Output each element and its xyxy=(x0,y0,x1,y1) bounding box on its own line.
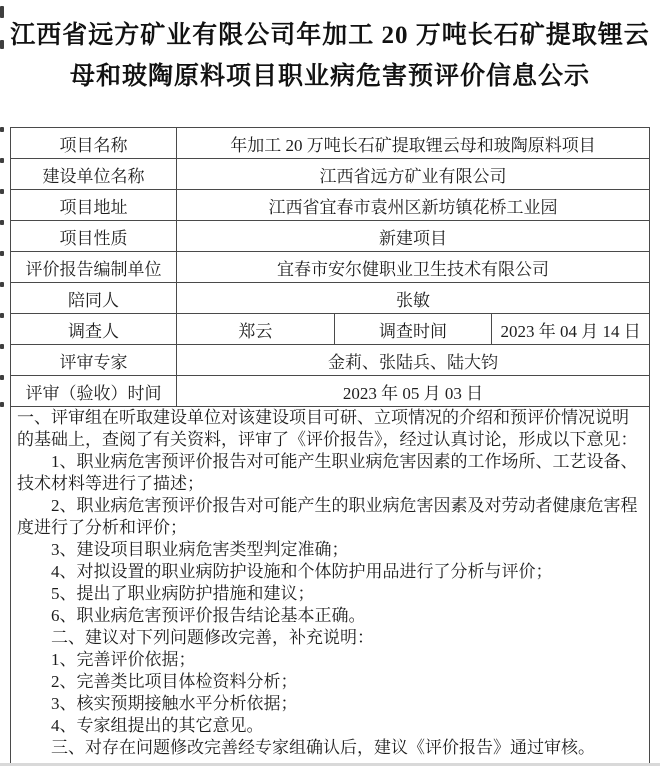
row-second-value: 2023 年 04 月 14 日 xyxy=(492,314,650,345)
table-row-review-experts xyxy=(11,345,650,376)
row-label: 评价报告编制单位 xyxy=(11,252,177,283)
scan-artifact xyxy=(0,189,4,194)
opinion-paragraph: 三、对存在问题修改完善经专家组确认后，建议《评价报告》通过审核。 xyxy=(51,738,595,757)
page-bottom-edge xyxy=(0,763,660,766)
scan-artifact xyxy=(0,40,4,49)
opinion-paragraph: 1、职业病危害预评价报告对可能产生职业病危害因素的工作场所、工艺设备、技术材料等进行了描述； xyxy=(17,452,638,493)
row-label: 项目地址 xyxy=(11,190,177,221)
row-value: 金莉、张陆兵、陆大钧 xyxy=(177,345,650,376)
scan-artifact xyxy=(0,313,4,318)
scan-artifact xyxy=(0,251,4,256)
row-value: 江西省宜春市袁州区新坊镇花桥工业园 xyxy=(177,190,650,221)
table-row-project-name xyxy=(11,128,650,159)
row-label: 建设单位名称 xyxy=(11,159,177,190)
scan-artifact xyxy=(0,344,4,349)
table-row-review-date xyxy=(11,376,650,407)
scan-artifact xyxy=(0,375,4,380)
row-label: 调查人 xyxy=(11,314,177,345)
row-label: 评审专家 xyxy=(11,345,177,376)
table-row-report-agency xyxy=(11,252,650,283)
scan-artifact xyxy=(0,6,4,18)
row-label: 项目名称 xyxy=(11,128,177,159)
table-row-builder-name xyxy=(11,159,650,190)
scan-artifact xyxy=(0,402,4,407)
table-row-project-address xyxy=(11,190,650,221)
scan-artifact xyxy=(0,127,4,132)
row-label: 陪同人 xyxy=(11,283,177,314)
scan-artifact xyxy=(0,158,4,163)
opinion-paragraph: 3、建设项目职业病危害类型判定准确； xyxy=(51,540,349,559)
opinion-paragraph: 6、职业病危害预评价报告结论基本正确。 xyxy=(51,606,366,625)
scan-artifact xyxy=(0,220,4,225)
opinion-paragraph: 1、完善评价依据； xyxy=(51,650,196,669)
opinion-paragraph: 2、职业病危害预评价报告对可能产生的职业病危害因素及对劳动者健康危害程度进行了分析和评价； xyxy=(17,496,638,537)
review-opinion-block xyxy=(10,403,650,766)
opinion-paragraph: 4、对拟设置的职业病防护设施和个体防护用品进行了分析与评价； xyxy=(51,562,553,581)
row-label: 项目性质 xyxy=(11,221,177,252)
opinion-paragraph: 5、提出了职业病防护措施和建议； xyxy=(51,584,315,603)
row-value: 宜春市安尔健职业卫生技术有限公司 xyxy=(177,252,650,283)
table-row-accompanying-person xyxy=(11,283,650,314)
page-title-line-2: 母和玻陶原料项目职业病危害预评价信息公示 xyxy=(69,63,590,90)
opinion-paragraph: 2、完善类比项目体检资料分析； xyxy=(51,672,298,691)
project-info-table xyxy=(10,127,650,407)
table-row-investigator xyxy=(11,314,650,345)
opinion-paragraph: 一、评审组在听取建设单位对该建设项目可研、立项情况的介绍和预评价情况说明的基础上，查阅了有关资料，评审了《评价报告》，经过认真讨论，形成以下意见： xyxy=(17,408,638,449)
table-row-project-nature xyxy=(11,221,650,252)
row-value: 新建项目 xyxy=(177,221,650,252)
row-value: 2023 年 05 月 03 日 xyxy=(177,376,650,407)
row-second-label: 调查时间 xyxy=(334,314,492,345)
row-value: 张敏 xyxy=(177,283,650,314)
row-label: 评审（验收）时间 xyxy=(11,376,177,407)
row-value: 江西省远方矿业有限公司 xyxy=(177,159,650,190)
opinion-paragraph: 3、核实预期接触水平分析依据； xyxy=(51,694,298,713)
row-value: 年加工 20 万吨长石矿提取锂云母和玻陶原料项目 xyxy=(177,128,650,159)
row-value: 郑云 xyxy=(177,314,335,345)
opinion-paragraph: 二、建议对下列问题修改完善，补充说明： xyxy=(51,628,374,647)
opinion-paragraph: 4、专家组提出的其它意见。 xyxy=(51,716,264,735)
scan-artifact xyxy=(0,282,4,287)
page-title xyxy=(0,0,660,97)
page-title-line-1: 江西省远方矿业有限公司年加工 20 万吨长石矿提取锂云 xyxy=(10,22,650,49)
